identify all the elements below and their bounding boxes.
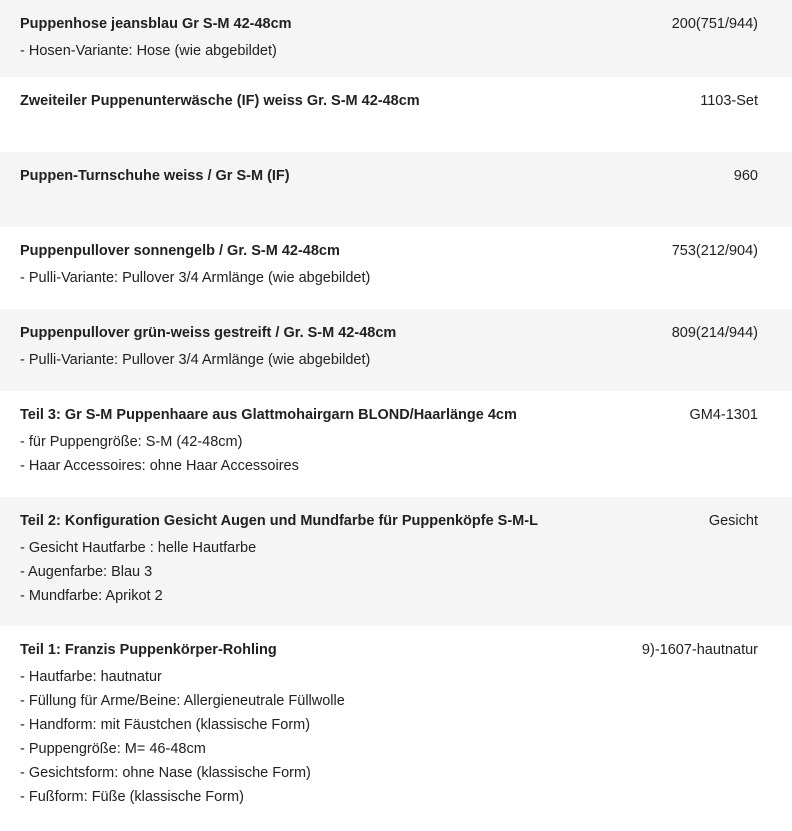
item-option: - Gesichtsform: ohne Nase (klassische Form) (20, 765, 311, 781)
item-title: Puppenhose jeansblau Gr S-M 42-48cm (20, 16, 292, 32)
item-option: - Hosen-Variante: Hose (wie abgebildet) (20, 43, 277, 59)
order-item-row (0, 0, 792, 77)
order-item-row (0, 227, 792, 309)
item-sku: 960 (733, 168, 758, 184)
item-option: - Handform: mit Fäustchen (klassische Form) (20, 717, 311, 733)
order-item-row (0, 77, 792, 152)
item-title: Teil 3: Gr S-M Puppenhaare aus Glattmohairgarn BLOND/Haarlänge 4cm (20, 407, 517, 423)
item-option: - für Puppengröße: S-M (42-48cm) (20, 434, 243, 450)
item-option: - Mundfarbe: Aprikot 2 (20, 588, 163, 604)
item-sku: 200(751/944) (671, 16, 758, 32)
item-title: Puppen-Turnschuhe weiss / Gr S-M (IF) (20, 168, 290, 184)
order-item-row (0, 152, 792, 227)
item-title: Zweiteiler Puppenunterwäsche (IF) weiss Gr. S-M 42-48cm (20, 93, 420, 109)
item-option: - Pulli-Variante: Pullover 3/4 Armlänge (wie abgebildet) (20, 270, 371, 286)
item-sku: GM4-1301 (689, 407, 758, 423)
item-option: - Hautfarbe: hautnatur (20, 669, 162, 685)
item-title: Puppenpullover sonnengelb / Gr. S-M 42-48cm (20, 243, 340, 259)
item-option: - Fußform: Füße (klassische Form) (20, 789, 244, 805)
item-option: - Haar Accessoires: ohne Haar Accessoires (20, 458, 299, 474)
item-title: Puppenpullover grün-weiss gestreift / Gr. S-M 42-48cm (20, 325, 397, 341)
item-option: - Gesicht Hautfarbe : helle Hautfarbe (20, 540, 257, 556)
item-option: - Puppengröße: M= 46-48cm (20, 741, 206, 757)
order-item-row (0, 391, 792, 497)
item-sku: 1103-Set (700, 93, 758, 109)
item-option: - Augenfarbe: Blau 3 (20, 564, 153, 580)
item-sku: 9)-1607-hautnatur (641, 642, 758, 658)
item-sku: 809(214/944) (671, 325, 758, 341)
order-item-row (0, 309, 792, 391)
item-title: Teil 2: Konfiguration Gesicht Augen und Mundfarbe für Puppenköpfe S-M-L (20, 513, 538, 529)
order-item-row (0, 497, 792, 626)
item-title: Teil 1: Franzis Puppenkörper-Rohling (20, 642, 277, 658)
item-option: - Füllung für Arme/Beine: Allergieneutrale Füllwolle (20, 693, 345, 709)
order-item-row (0, 626, 792, 831)
item-option: - Pulli-Variante: Pullover 3/4 Armlänge (wie abgebildet) (20, 352, 371, 368)
item-sku: Gesicht (708, 513, 758, 529)
item-sku: 753(212/904) (671, 243, 758, 259)
